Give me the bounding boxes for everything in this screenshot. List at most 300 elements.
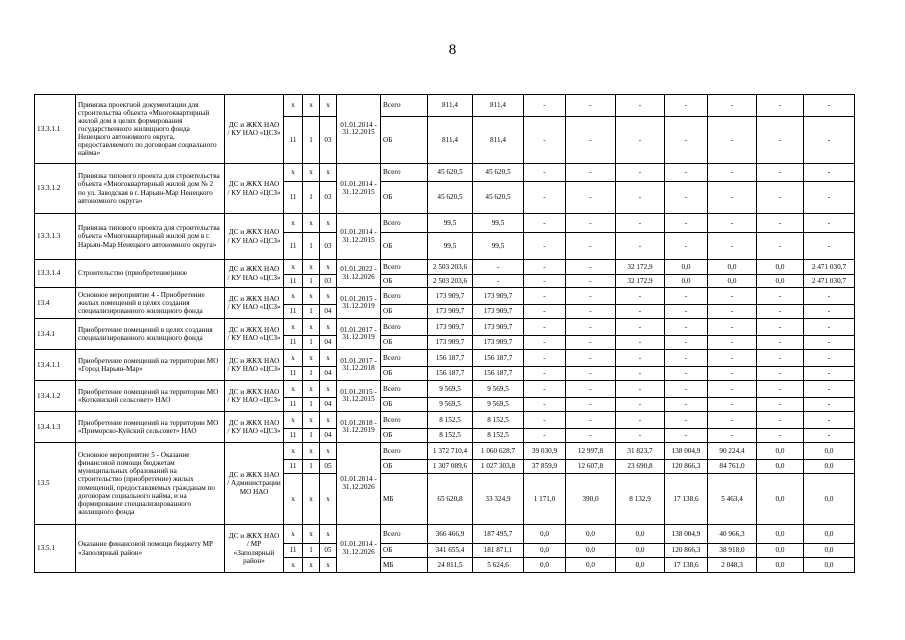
year-amount: - bbox=[524, 233, 566, 260]
year-amount: - bbox=[524, 336, 566, 350]
budget-code-cell: 1 bbox=[303, 182, 320, 214]
year-amount: - bbox=[708, 429, 757, 443]
year-amount: 0,0 bbox=[665, 260, 708, 275]
budget-code-cell: 11 bbox=[284, 460, 303, 474]
year-amount: - bbox=[665, 95, 708, 117]
year-amount: - bbox=[566, 288, 616, 305]
year-amount: - bbox=[708, 95, 757, 117]
year-amount: 99,5 bbox=[473, 214, 524, 233]
budget-code-cell: 11 bbox=[284, 336, 303, 350]
year-amount: - bbox=[757, 412, 804, 429]
measure-executor: ДС и ЖКХ НАО / КУ НАО «ЦСЗ» bbox=[225, 412, 284, 443]
year-amount: - bbox=[616, 350, 665, 367]
measure-name: Строительство (приобретение)нное bbox=[76, 260, 225, 288]
budget-code-cell: 1 bbox=[303, 429, 320, 443]
year-amount: - bbox=[616, 367, 665, 381]
year-amount: 0,0 bbox=[524, 525, 566, 544]
table-row bbox=[35, 381, 855, 398]
budget-code-cell: 1 bbox=[303, 460, 320, 474]
total-amount: 8 152,5 bbox=[428, 412, 473, 429]
year-amount: - bbox=[757, 214, 804, 233]
year-amount: - bbox=[757, 117, 804, 164]
measure-code: 13.4.1.3 bbox=[35, 412, 76, 443]
budget-code-cell: x bbox=[320, 474, 337, 525]
year-amount: - bbox=[616, 117, 665, 164]
funding-source: ОБ bbox=[381, 305, 428, 319]
budget-code-cell: x bbox=[284, 288, 303, 305]
year-amount: - bbox=[616, 381, 665, 398]
table-row bbox=[35, 319, 855, 336]
year-amount: 9 569,5 bbox=[473, 398, 524, 412]
year-amount: - bbox=[524, 350, 566, 367]
year-amount: 17 138,6 bbox=[665, 474, 708, 525]
year-amount: 0,0 bbox=[665, 275, 708, 288]
year-amount: - bbox=[616, 319, 665, 336]
year-amount: 2 048,3 bbox=[708, 558, 757, 573]
funding-source: Всего bbox=[381, 164, 428, 182]
total-amount: 811,4 bbox=[428, 95, 473, 117]
budget-code-cell: x bbox=[320, 443, 337, 460]
budget-code-cell: 11 bbox=[284, 429, 303, 443]
year-amount: - bbox=[616, 412, 665, 429]
budget-code-cell: 1 bbox=[303, 398, 320, 412]
year-amount: - bbox=[757, 305, 804, 319]
measure-name: Приобретение помещений на территории МО «Приморско-Куйский сельсовет» НАО bbox=[76, 412, 225, 443]
year-amount: - bbox=[665, 367, 708, 381]
year-amount: - bbox=[708, 381, 757, 398]
year-amount: - bbox=[616, 95, 665, 117]
total-amount: 65 620,8 bbox=[428, 474, 473, 525]
year-amount: - bbox=[566, 367, 616, 381]
budget-code-cell: 11 bbox=[284, 117, 303, 164]
year-amount: 5 624,6 bbox=[473, 558, 524, 573]
year-amount: - bbox=[708, 319, 757, 336]
year-amount: 0,0 bbox=[616, 544, 665, 558]
funding-source: Всего bbox=[381, 443, 428, 460]
year-amount: - bbox=[757, 381, 804, 398]
measure-code: 13.5.1 bbox=[35, 525, 76, 573]
year-amount: - bbox=[708, 288, 757, 305]
total-amount: 24 811,5 bbox=[428, 558, 473, 573]
measure-name: Приобретение помещений на территории МО «Коткинский сельсовет» НАО bbox=[76, 381, 225, 412]
measure-name: Привязка типового проекта для строительства объекта «Многоквартирный жилой дом в г. Нарьян-Мар Ненецкого автономного округа» bbox=[76, 214, 225, 260]
year-amount: - bbox=[708, 367, 757, 381]
year-amount: 173 909,7 bbox=[473, 288, 524, 305]
year-amount: - bbox=[708, 398, 757, 412]
year-amount: - bbox=[665, 429, 708, 443]
year-amount: 120 866,3 bbox=[665, 460, 708, 474]
year-amount: 0,0 bbox=[566, 544, 616, 558]
year-amount: - bbox=[616, 288, 665, 305]
year-amount: 0,0 bbox=[804, 558, 855, 573]
year-amount: - bbox=[524, 260, 566, 275]
year-amount: - bbox=[665, 381, 708, 398]
year-amount: - bbox=[665, 336, 708, 350]
year-amount: - bbox=[616, 233, 665, 260]
year-amount: 31 823,7 bbox=[616, 443, 665, 460]
year-amount: 0,0 bbox=[757, 544, 804, 558]
year-amount: - bbox=[665, 319, 708, 336]
year-amount: - bbox=[473, 275, 524, 288]
budget-code-cell: x bbox=[320, 95, 337, 117]
year-amount: - bbox=[665, 117, 708, 164]
implementation-term: 01.01.2014 - 31.12.2015 bbox=[337, 95, 381, 164]
year-amount: - bbox=[665, 233, 708, 260]
total-amount: 156 187,7 bbox=[428, 350, 473, 367]
budget-code-cell: 03 bbox=[320, 233, 337, 260]
budget-code-cell: 11 bbox=[284, 367, 303, 381]
year-amount: 0,0 bbox=[757, 460, 804, 474]
budget-code-cell: x bbox=[303, 164, 320, 182]
year-amount: - bbox=[708, 350, 757, 367]
total-amount: 173 909,7 bbox=[428, 305, 473, 319]
year-amount: - bbox=[757, 182, 804, 214]
budget-code-cell: x bbox=[284, 95, 303, 117]
year-amount: - bbox=[665, 182, 708, 214]
budget-code-cell: 03 bbox=[320, 117, 337, 164]
year-amount: 1 027 303,8 bbox=[473, 460, 524, 474]
budget-code-cell: x bbox=[320, 381, 337, 398]
funding-source: ОБ bbox=[381, 336, 428, 350]
year-amount: 0,0 bbox=[757, 443, 804, 460]
year-amount: 9 569,5 bbox=[473, 381, 524, 398]
year-amount: 390,0 bbox=[566, 474, 616, 525]
measure-code: 13.3.1.2 bbox=[35, 164, 76, 214]
year-amount: - bbox=[524, 214, 566, 233]
funding-source: Всего bbox=[381, 412, 428, 429]
measure-name: Приобретение помещений на территории МО «Город Нарьян-Мар» bbox=[76, 350, 225, 381]
budget-code-cell: x bbox=[284, 443, 303, 460]
measure-code: 13.5 bbox=[35, 443, 76, 525]
measure-code: 13.4.1.1 bbox=[35, 350, 76, 381]
funding-source: ОБ bbox=[381, 275, 428, 288]
year-amount: - bbox=[524, 288, 566, 305]
year-amount: - bbox=[804, 164, 855, 182]
year-amount: - bbox=[708, 164, 757, 182]
year-amount: 173 909,7 bbox=[473, 336, 524, 350]
measure-executor: ДС и ЖКХ НАО / КУ НАО «ЦСЗ» bbox=[225, 319, 284, 350]
year-amount: - bbox=[804, 233, 855, 260]
budget-code-cell: x bbox=[320, 558, 337, 573]
year-amount: 23 690,8 bbox=[616, 460, 665, 474]
measure-executor: ДС и ЖКХ НАО / КУ НАО «ЦСЗ» bbox=[225, 95, 284, 164]
funding-source: Всего bbox=[381, 525, 428, 544]
year-amount: - bbox=[804, 398, 855, 412]
budget-code-cell: x bbox=[320, 319, 337, 336]
budget-code-cell: 11 bbox=[284, 398, 303, 412]
budget-code-cell: x bbox=[303, 412, 320, 429]
year-amount: 39 030,9 bbox=[524, 443, 566, 460]
year-amount: - bbox=[804, 117, 855, 164]
budget-code-cell: x bbox=[303, 260, 320, 275]
budget-code-cell: 04 bbox=[320, 367, 337, 381]
year-amount: - bbox=[757, 336, 804, 350]
table-row bbox=[35, 95, 855, 117]
year-amount: - bbox=[566, 182, 616, 214]
year-amount: 0,0 bbox=[757, 558, 804, 573]
budget-code-cell: x bbox=[320, 412, 337, 429]
budget-code-cell: 04 bbox=[320, 336, 337, 350]
budget-code-cell: 04 bbox=[320, 429, 337, 443]
budget-code-cell: x bbox=[320, 164, 337, 182]
measure-executor: ДС и ЖКХ НАО / КУ НАО «ЦСЗ» bbox=[225, 214, 284, 260]
total-amount: 8 152,5 bbox=[428, 429, 473, 443]
year-amount: 2 471 030,7 bbox=[804, 260, 855, 275]
year-amount: 173 909,7 bbox=[473, 305, 524, 319]
year-amount: 37 859,9 bbox=[524, 460, 566, 474]
budget-code-cell: 05 bbox=[320, 544, 337, 558]
year-amount: 0,0 bbox=[708, 275, 757, 288]
measure-name: Привязка типового проекта для строительства объекта «Многоквартирный жилой дом № 2 по ул. Заводская в г. Нарьян-Мар Ненецкого автономного округа» bbox=[76, 164, 225, 214]
year-amount: 8 132,9 bbox=[616, 474, 665, 525]
year-amount: - bbox=[566, 381, 616, 398]
measure-executor: ДС и ЖКХ НАО / КУ НАО «ЦСЗ» bbox=[225, 260, 284, 288]
implementation-term: 01.01.2015 - 31.12.2019 bbox=[337, 288, 381, 319]
funding-source: ОБ bbox=[381, 117, 428, 164]
budget-code-cell: x bbox=[320, 525, 337, 544]
year-amount: 181 871,1 bbox=[473, 544, 524, 558]
year-amount: - bbox=[804, 429, 855, 443]
year-amount: 0,0 bbox=[804, 544, 855, 558]
year-amount: 99,5 bbox=[473, 233, 524, 260]
year-amount: - bbox=[524, 429, 566, 443]
total-amount: 9 569,5 bbox=[428, 398, 473, 412]
year-amount: - bbox=[524, 305, 566, 319]
budget-code-cell: x bbox=[303, 319, 320, 336]
total-amount: 173 909,7 bbox=[428, 319, 473, 336]
funding-source: ОБ bbox=[381, 233, 428, 260]
budget-code-cell: x bbox=[284, 260, 303, 275]
year-amount: - bbox=[566, 95, 616, 117]
year-amount: - bbox=[616, 305, 665, 319]
year-amount: - bbox=[708, 412, 757, 429]
year-amount: 32 172,9 bbox=[616, 275, 665, 288]
total-amount: 341 655,4 bbox=[428, 544, 473, 558]
measure-executor: ДС и ЖКХ НАО / МР «Заполярный район» bbox=[225, 525, 284, 573]
year-amount: 32 172,9 bbox=[616, 260, 665, 275]
year-amount: 0,0 bbox=[804, 460, 855, 474]
year-amount: - bbox=[804, 367, 855, 381]
year-amount: 0,0 bbox=[757, 474, 804, 525]
year-amount: - bbox=[804, 305, 855, 319]
budget-code-cell: x bbox=[303, 525, 320, 544]
year-amount: 5 463,4 bbox=[708, 474, 757, 525]
year-amount: 1 171,0 bbox=[524, 474, 566, 525]
measure-code: 13.3.1.3 bbox=[35, 214, 76, 260]
budget-code-cell: 1 bbox=[303, 117, 320, 164]
total-amount: 45 620,5 bbox=[428, 164, 473, 182]
year-amount: - bbox=[804, 412, 855, 429]
budget-code-cell: 1 bbox=[303, 305, 320, 319]
year-amount: - bbox=[524, 381, 566, 398]
year-amount: - bbox=[566, 412, 616, 429]
implementation-term: 01.01.2017 - 31.12.2018 bbox=[337, 350, 381, 381]
year-amount: - bbox=[566, 117, 616, 164]
funding-source: Всего bbox=[381, 350, 428, 367]
budget-code-cell: x bbox=[284, 474, 303, 525]
year-amount: 17 138,6 bbox=[665, 558, 708, 573]
year-amount: - bbox=[566, 275, 616, 288]
year-amount: - bbox=[566, 429, 616, 443]
year-amount: 12 997,8 bbox=[566, 443, 616, 460]
funding-source: ОБ bbox=[381, 429, 428, 443]
year-amount: - bbox=[524, 412, 566, 429]
year-amount: - bbox=[757, 288, 804, 305]
table-row bbox=[35, 412, 855, 429]
budget-code-cell: x bbox=[320, 350, 337, 367]
year-amount: - bbox=[757, 233, 804, 260]
page-number: 8 bbox=[448, 42, 457, 58]
year-amount: - bbox=[708, 182, 757, 214]
budget-code-cell: x bbox=[303, 443, 320, 460]
budget-code-cell: 03 bbox=[320, 182, 337, 214]
year-amount: 1 060 628,7 bbox=[473, 443, 524, 460]
year-amount: - bbox=[708, 214, 757, 233]
year-amount: - bbox=[757, 319, 804, 336]
year-amount: - bbox=[524, 95, 566, 117]
total-amount: 1 307 089,6 bbox=[428, 460, 473, 474]
budget-code-cell: x bbox=[284, 164, 303, 182]
funding-source: ОБ bbox=[381, 182, 428, 214]
measure-executor: ДС и ЖКХ НАО / КУ НАО «ЦСЗ» bbox=[225, 350, 284, 381]
year-amount: - bbox=[616, 336, 665, 350]
budget-code-cell: 11 bbox=[284, 305, 303, 319]
table-row bbox=[35, 350, 855, 367]
year-amount: - bbox=[566, 305, 616, 319]
year-amount: 0,0 bbox=[566, 558, 616, 573]
year-amount: 0,0 bbox=[616, 525, 665, 544]
year-amount: 0,0 bbox=[757, 260, 804, 275]
year-amount: - bbox=[804, 319, 855, 336]
year-amount: - bbox=[757, 164, 804, 182]
year-amount: - bbox=[757, 95, 804, 117]
year-amount: - bbox=[616, 429, 665, 443]
year-amount: - bbox=[708, 233, 757, 260]
measure-name: Привязка проектной документации для строительства объекта «Многоквартирный жилой дом в целях формирования государственного жилищного фонда Ненецкого автономного округа, предоставляемого по договорам социального найма» bbox=[76, 95, 225, 164]
budget-code-cell: x bbox=[303, 558, 320, 573]
year-amount: - bbox=[757, 398, 804, 412]
year-amount: 12 607,8 bbox=[566, 460, 616, 474]
year-amount: 0,0 bbox=[524, 558, 566, 573]
year-amount: 84 761,0 bbox=[708, 460, 757, 474]
year-amount: - bbox=[665, 305, 708, 319]
year-amount: 45 620,5 bbox=[473, 164, 524, 182]
year-amount: - bbox=[804, 182, 855, 214]
year-amount: - bbox=[524, 398, 566, 412]
table-row bbox=[35, 443, 855, 460]
budget-code-cell: x bbox=[320, 260, 337, 275]
year-amount: 8 152,5 bbox=[473, 429, 524, 443]
budget-code-cell: x bbox=[284, 350, 303, 367]
year-amount: - bbox=[566, 336, 616, 350]
year-amount: 0,0 bbox=[708, 260, 757, 275]
budget-code-cell: 1 bbox=[303, 233, 320, 260]
funding-source: Всего bbox=[381, 381, 428, 398]
year-amount: - bbox=[616, 164, 665, 182]
year-amount: - bbox=[665, 398, 708, 412]
measure-name: Оказание финансовой помощи бюджету МР «Заполярный район» bbox=[76, 525, 225, 573]
total-amount: 811,4 bbox=[428, 117, 473, 164]
year-amount: - bbox=[804, 95, 855, 117]
budget-code-cell: x bbox=[303, 474, 320, 525]
budget-code-cell: 03 bbox=[320, 275, 337, 288]
year-amount: - bbox=[566, 214, 616, 233]
budget-code-cell: x bbox=[303, 350, 320, 367]
year-amount: - bbox=[616, 182, 665, 214]
budget-code-cell: x bbox=[284, 525, 303, 544]
budget-code-cell: x bbox=[320, 214, 337, 233]
year-amount: 0,0 bbox=[524, 544, 566, 558]
year-amount: 0,0 bbox=[804, 474, 855, 525]
funding-source: Всего bbox=[381, 95, 428, 117]
total-amount: 2 503 203,6 bbox=[428, 260, 473, 275]
program-measures-table bbox=[34, 94, 855, 573]
budget-code-cell: x bbox=[320, 288, 337, 305]
year-amount: - bbox=[616, 398, 665, 412]
budget-code-cell: 1 bbox=[303, 275, 320, 288]
year-amount: - bbox=[524, 275, 566, 288]
year-amount: 138 004,9 bbox=[665, 525, 708, 544]
table-row bbox=[35, 525, 855, 544]
funding-source: Всего bbox=[381, 214, 428, 233]
implementation-term: 01.01.2015 - 31.12.2015 bbox=[337, 381, 381, 412]
year-amount: - bbox=[665, 164, 708, 182]
year-amount: - bbox=[524, 182, 566, 214]
total-amount: 156 187,7 bbox=[428, 367, 473, 381]
year-amount: - bbox=[524, 164, 566, 182]
budget-code-cell: x bbox=[284, 319, 303, 336]
total-amount: 2 503 203,6 bbox=[428, 275, 473, 288]
measure-name: Основное мероприятие 5 - Оказание финансовой помощи бюджетам муниципальных образований на строительство (приобретение) жилых помещений, предоставляемых гражданам по договорам социального найма, и на формирование специализированного жилищного фонда bbox=[76, 443, 225, 525]
measure-executor: ДС и ЖКХ НАО / КУ НАО «ЦСЗ» bbox=[225, 288, 284, 319]
budget-code-cell: 05 bbox=[320, 460, 337, 474]
year-amount: - bbox=[757, 350, 804, 367]
budget-code-cell: 11 bbox=[284, 275, 303, 288]
implementation-term: 01.01.2014 - 31.12.2015 bbox=[337, 164, 381, 214]
year-amount: - bbox=[804, 350, 855, 367]
year-amount: 173 909,7 bbox=[473, 319, 524, 336]
year-amount: 0,0 bbox=[804, 443, 855, 460]
year-amount: - bbox=[708, 117, 757, 164]
year-amount: - bbox=[524, 117, 566, 164]
year-amount: 2 471 030,7 bbox=[804, 275, 855, 288]
measure-executor: ДС и ЖКХ НАО / Администрации МО НАО bbox=[225, 443, 284, 525]
budget-code-cell: 1 bbox=[303, 367, 320, 381]
measure-code: 13.3.1.1 bbox=[35, 95, 76, 164]
measure-code: 13.4 bbox=[35, 288, 76, 319]
year-amount: - bbox=[665, 412, 708, 429]
year-amount: 0,0 bbox=[757, 275, 804, 288]
year-amount: 0,0 bbox=[616, 558, 665, 573]
year-amount: - bbox=[616, 214, 665, 233]
funding-source: Всего bbox=[381, 319, 428, 336]
funding-source: Всего bbox=[381, 260, 428, 275]
year-amount: 38 918,0 bbox=[708, 544, 757, 558]
year-amount: 0,0 bbox=[804, 525, 855, 544]
measure-name: Основное мероприятие 4 - Приобретение жилых помещений в целях создания специализированного жилищного фонда bbox=[76, 288, 225, 319]
table-row bbox=[35, 260, 855, 275]
budget-code-cell: x bbox=[303, 381, 320, 398]
year-amount: - bbox=[566, 233, 616, 260]
measure-code: 13.3.1.4 bbox=[35, 260, 76, 288]
measure-name: Приобретение помещений в целях создания специализированного жилищного фонда bbox=[76, 319, 225, 350]
total-amount: 173 909,7 bbox=[428, 288, 473, 305]
total-amount: 99,5 bbox=[428, 214, 473, 233]
budget-code-cell: x bbox=[303, 288, 320, 305]
budget-code-cell: 04 bbox=[320, 398, 337, 412]
year-amount: - bbox=[566, 260, 616, 275]
year-amount: 33 324,9 bbox=[473, 474, 524, 525]
